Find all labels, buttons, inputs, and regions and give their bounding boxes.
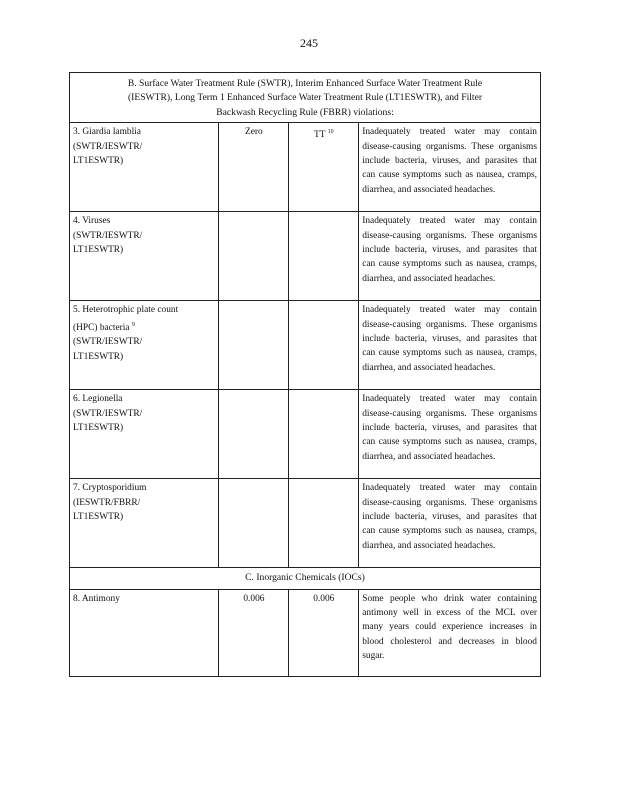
contaminant-name-line: 4. Viruses xyxy=(73,216,111,227)
mcl-cell: 0.006 xyxy=(289,589,359,676)
contaminant-rule-line: (SWTR/IESWTR/ xyxy=(73,337,143,348)
contaminant-name-cell xyxy=(70,479,219,568)
page-number: 245 xyxy=(300,36,318,50)
section-c-heading: C. Inorganic Chemicals (IOCs) xyxy=(70,568,541,589)
contaminant-name-line xyxy=(73,318,215,336)
health-effects-cell: Some people who drink water containing antimony well in excess of the MCL over many years could experience increases in blood cholesterol and decreases in blood sugar. xyxy=(359,589,541,676)
table-row xyxy=(70,212,541,301)
mclg-cell: 0.006 xyxy=(219,589,289,676)
contaminant-rule-line: (SWTR/IESWTR/ xyxy=(73,230,143,241)
table-row xyxy=(70,390,541,479)
mcl-cell xyxy=(289,479,359,568)
contaminant-rule-line: (SWTR/IESWTR/ xyxy=(73,408,143,419)
footnote-marker: 9 xyxy=(131,321,135,328)
footnote-marker: 10 xyxy=(327,129,334,136)
mcl-value: TT xyxy=(313,130,326,141)
contaminant-rule-line: LT1ESWTR) xyxy=(73,351,124,362)
mclg-cell xyxy=(219,212,289,301)
health-effects-cell: Inadequately treated water may contain disease-causing organisms. These organisms include bacteria, viruses, and parasites that can cause symptoms such as nausea, cramps, diarrhea, and associated headaches. xyxy=(359,123,541,212)
contaminant-table xyxy=(69,72,541,677)
table-row xyxy=(70,123,541,212)
mclg-cell: Zero xyxy=(219,123,289,212)
contaminant-name-cell xyxy=(70,390,219,479)
contaminant-name-cell xyxy=(70,123,219,212)
health-effects-cell: Inadequately treated water may contain disease-causing organisms. These organisms include bacteria, viruses, and parasites that can cause symptoms such as nausea, cramps, diarrhea, and associated headaches. xyxy=(359,390,541,479)
contaminant-rule-line: LT1ESWTR) xyxy=(73,512,124,523)
health-effects-cell: Inadequately treated water may contain disease-causing organisms. These organisms include bacteria, viruses, and parasites that can cause symptoms such as nausea, cramps, diarrhea, and associated headaches. xyxy=(359,301,541,390)
mclg-cell xyxy=(219,390,289,479)
table-row xyxy=(70,301,541,390)
table-row xyxy=(70,479,541,568)
mcl-cell xyxy=(289,212,359,301)
contaminant-name-line: 7. Cryptosporidium xyxy=(73,483,147,494)
contaminant-name-line: 5. Heterotrophic plate count xyxy=(73,305,179,316)
contaminant-name-line: 3. Giardia lamblia xyxy=(73,127,141,138)
contaminant-rule-line: LT1ESWTR) xyxy=(73,423,124,434)
mcl-cell xyxy=(289,123,359,212)
contaminant-rule-line: (SWTR/IESWTR/ xyxy=(73,141,143,152)
health-effects-cell: Inadequately treated water may contain disease-causing organisms. These organisms include bacteria, viruses, and parasites that can cause symptoms such as nausea, cramps, diarrhea, and associated headaches. xyxy=(359,212,541,301)
contaminant-name-line: 6. Legionella xyxy=(73,394,123,405)
contaminant-rule-line: LT1ESWTR) xyxy=(73,245,124,256)
section-c-row xyxy=(70,568,541,589)
health-effects-cell: Inadequately treated water may contain disease-causing organisms. These organisms include bacteria, viruses, and parasites that can cause symptoms such as nausea, cramps, diarrhea, and associated headaches. xyxy=(359,479,541,568)
mclg-cell xyxy=(219,479,289,568)
contaminant-name-line-2: (HPC) bacteria xyxy=(73,322,130,333)
mclg-cell xyxy=(219,301,289,390)
contaminant-rule-line: (IESWTR/FBRR/ xyxy=(73,497,141,508)
contaminant-name-cell xyxy=(70,212,219,301)
contaminant-rule-line: LT1ESWTR) xyxy=(73,156,124,167)
section-b-row xyxy=(70,73,541,123)
mcl-cell xyxy=(289,390,359,479)
contaminant-name-cell: 8. Antimony xyxy=(70,589,219,676)
contaminant-name-cell xyxy=(70,301,219,390)
table-row xyxy=(70,589,541,676)
section-b-heading: B. Surface Water Treatment Rule (SWTR), Interim Enhanced Surface Water Treatment Rule (IESWTR), Long Term 1 Enhanced Surface Water Treatment Rule (LT1ESWTR), and Filter Backwash Recycling Rule (FBRR) violations: xyxy=(70,73,541,123)
mcl-cell xyxy=(289,301,359,390)
